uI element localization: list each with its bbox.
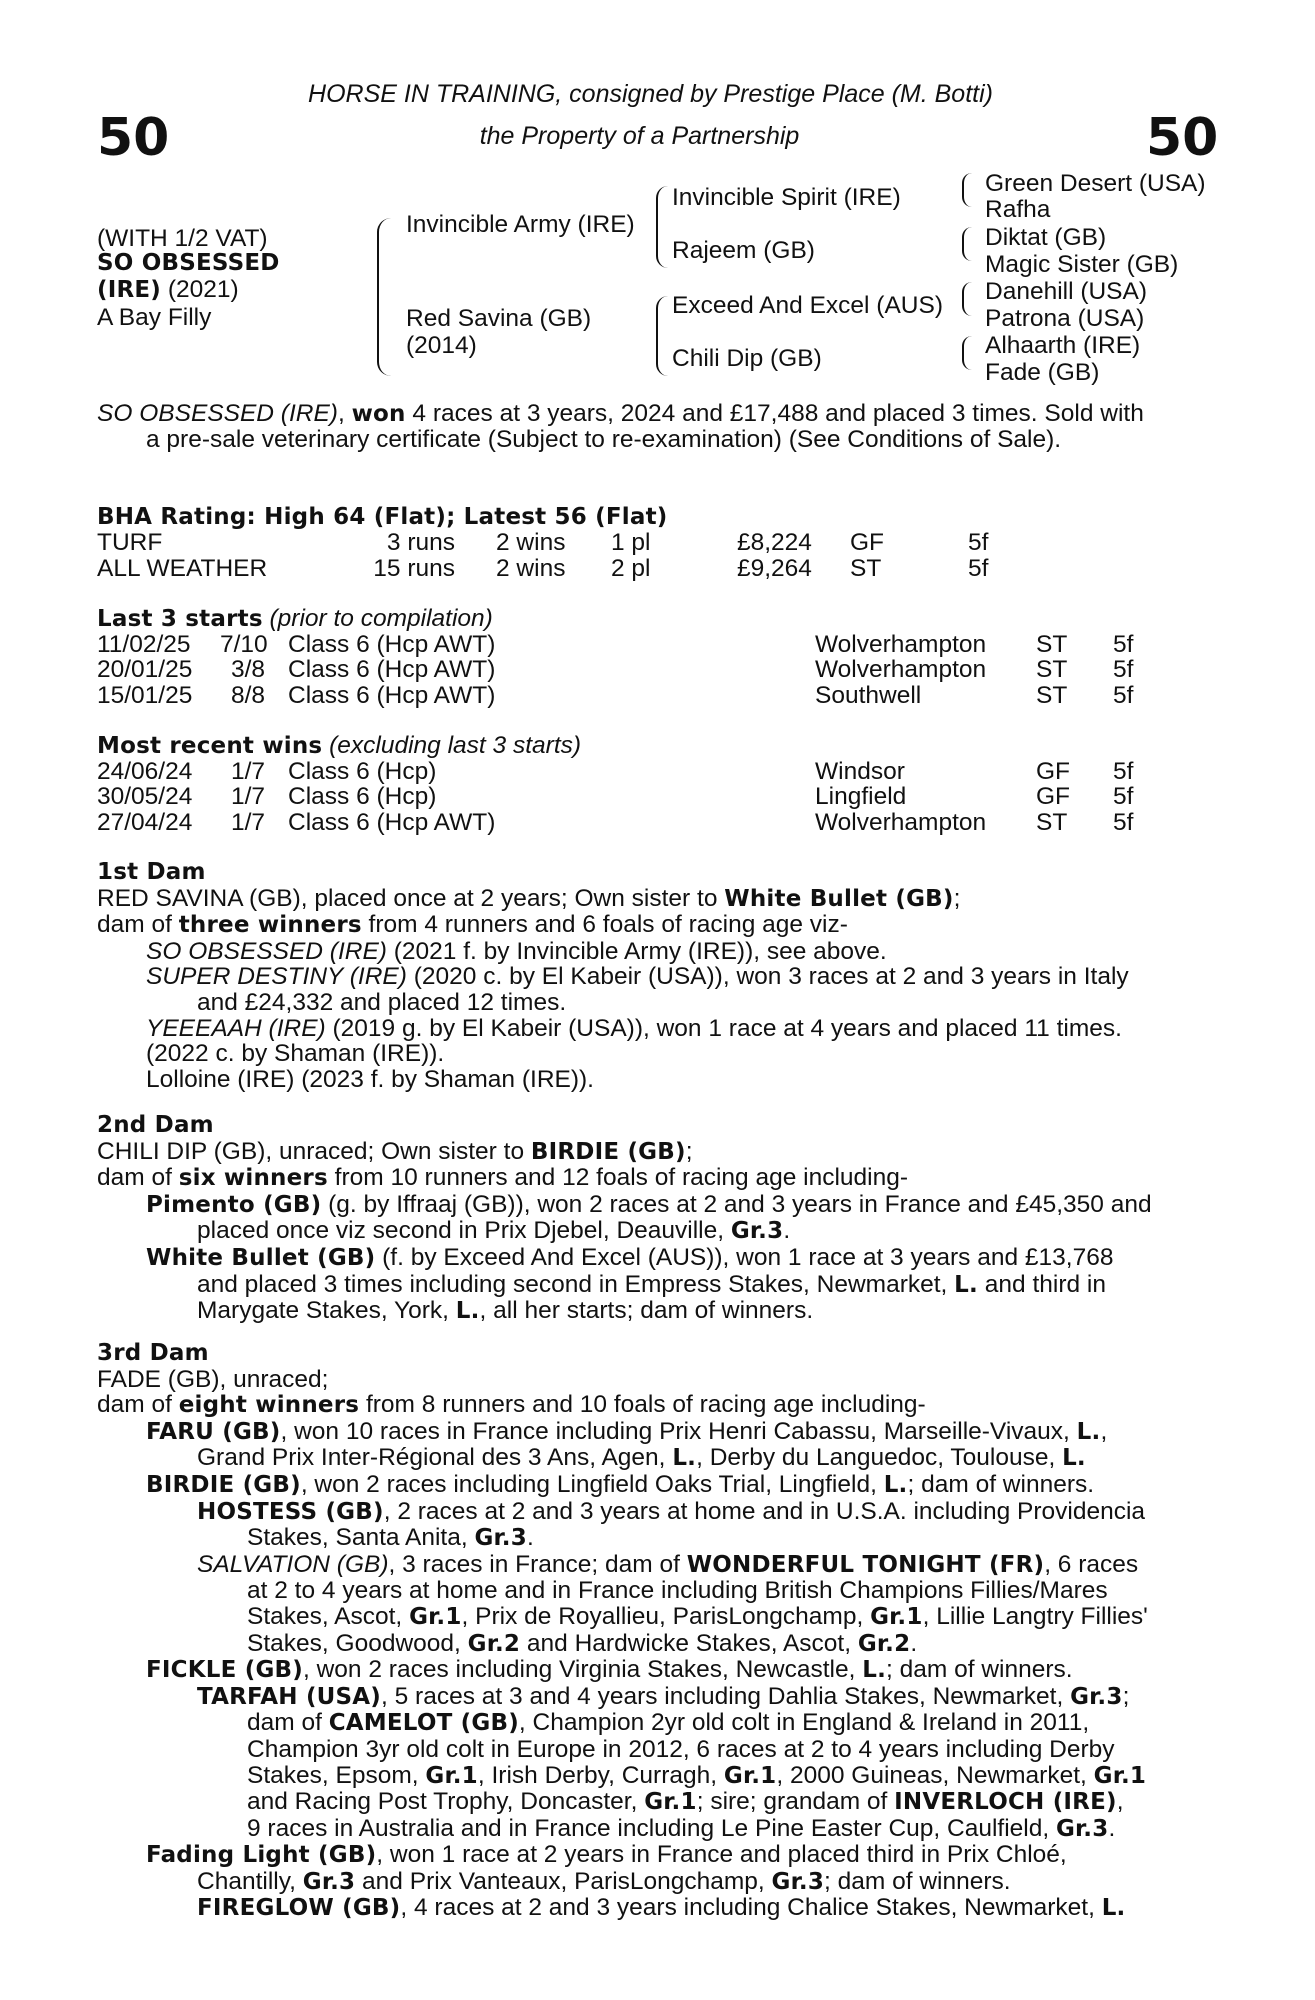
pedigree-g1: Green Desert (USA) [985, 170, 1206, 197]
second-dam-text: dam of [97, 1164, 179, 1192]
produce-text: , 2000 Guineas, Newmarket, [776, 1761, 1094, 1789]
bha-rating-title: BHA Rating: High 64 (Flat); Latest 56 (Flat) [97, 504, 668, 530]
race-position: 3/8 [230, 656, 265, 683]
race-date: 27/04/24 [97, 809, 193, 836]
rating-wins: 2 wins [496, 529, 566, 556]
produce-text: , 5 races at 3 and 4 years including Dahlia Stakes, Newmarket, [381, 1682, 1071, 1710]
produce-line: Champion 3yr old colt in Europe in 2012, 6 races at 2 to 4 years including Derby [247, 1735, 1115, 1763]
rating-wins: 2 wins [496, 555, 566, 582]
rating-placed: 2 pl [611, 555, 651, 582]
first-dam-winners: three winners [178, 912, 362, 939]
first-dam-section [97, 860, 1197, 1092]
produce-line [97, 1816, 1197, 1843]
race-going: ST [1036, 682, 1068, 709]
grade: L. [1062, 1445, 1086, 1472]
produce-name: INVERLOCH (IRE) [894, 1789, 1117, 1816]
grade: Gr.3 [771, 1868, 825, 1895]
rating-prize: £8,224 [737, 529, 812, 556]
second-dam-section [97, 1113, 1197, 1325]
horse-description: A Bay Filly [97, 304, 212, 331]
race-date: 30/05/24 [97, 783, 193, 810]
produce-line [97, 1499, 1197, 1526]
race-distance: 5f [1113, 809, 1134, 836]
recent-wins-note: (excluding last 3 starts) [322, 732, 582, 759]
produce-text: and third in [977, 1270, 1106, 1298]
pedigree-sire-dam: Rajeem (GB) [672, 237, 815, 264]
pedigree-dam-sire: Exceed And Excel (AUS) [672, 292, 943, 319]
grade: L. [1076, 1418, 1101, 1445]
rating-surface: TURF [97, 529, 163, 556]
summary-line2: a pre-sale veterinary certificate (Subject to re-examination) (See Conditions of Sale). [146, 426, 1062, 453]
produce-line [97, 1218, 1197, 1245]
race-course: Southwell [815, 682, 922, 709]
produce-line [97, 1245, 1197, 1272]
pedigree-brace-dam [656, 296, 668, 376]
race-course: Wolverhampton [815, 809, 987, 836]
property-line: the Property of a Partnership [479, 122, 800, 150]
pedigree-brace-sire [656, 186, 668, 268]
produce-text: Chantilly, [197, 1867, 303, 1895]
third-dam-title: 3rd Dam [97, 1340, 209, 1366]
summary-line1: SO OBSESSED (IRE), won 4 races at 3 years, 2024 and £17,488 and placed 3 times. Sold with [97, 400, 1144, 427]
summary-won: won [351, 401, 406, 427]
race-distance: 5f [1113, 631, 1134, 658]
produce-text: , 2 races at 2 and 3 years at home and in U.S.A. including Providencia [383, 1497, 1146, 1525]
race-date: 24/06/24 [97, 758, 193, 785]
produce-text: placed once viz second in Prix Djebel, Deauville, [197, 1217, 731, 1245]
produce-text: (2019 g. by El Kabeir (USA)), won 1 race at 4 years and placed 11 times. [325, 1014, 1122, 1042]
pedigree-g8: Fade (GB) [985, 359, 1100, 386]
recent-win-row [97, 784, 1197, 810]
produce-text: and Prix Vanteaux, ParisLongchamp, [355, 1867, 772, 1895]
race-course: Wolverhampton [815, 631, 987, 658]
horse-name: SO OBSESSED [97, 250, 280, 276]
first-dam-text: RED SAVINA (GB), placed once at 2 years; Own sister to [97, 884, 725, 912]
grade: Gr.3 [1070, 1683, 1123, 1710]
rating-runs: 3 runs [386, 529, 455, 556]
produce-text: , won 10 races in France including Prix Henri Cabassu, Marseille-Vivaux, [280, 1417, 1077, 1445]
produce-name: FICKLE (GB) [146, 1657, 303, 1684]
horse-name-line2 [97, 277, 239, 304]
second-dam-line [97, 1165, 1197, 1192]
last3-row [97, 632, 1197, 658]
grade: Gr.1 [425, 1762, 478, 1789]
produce-text: , 6 races [1044, 1550, 1139, 1578]
race-date: 11/02/25 [97, 631, 191, 658]
produce-line [97, 1419, 1197, 1446]
produce-text: ; dam of winners. [886, 1656, 1073, 1684]
first-dam-sister: White Bullet (GB) [724, 885, 954, 912]
pedigree-brace-g3 [962, 282, 972, 316]
last3-title: Last 3 starts [97, 606, 263, 632]
third-dam-line: FADE (GB), unraced; [97, 1365, 329, 1393]
produce-text: , 4 races at 2 and 3 years including Chalice Stakes, Newmarket, [400, 1894, 1102, 1922]
summary-horse-name: SO OBSESSED (IRE) [97, 400, 338, 427]
punct: , [1116, 1788, 1124, 1816]
grade: Gr.1 [723, 1762, 777, 1789]
produce-line [97, 1445, 1197, 1472]
produce-text: ; dam of winners. [907, 1470, 1095, 1498]
produce-line [97, 1710, 1197, 1737]
produce-line [97, 964, 1197, 990]
third-dam-line [97, 1392, 1197, 1419]
grade: Gr.1 [870, 1603, 923, 1630]
punct: . [1108, 1814, 1116, 1842]
produce-text: Grand Prix Inter-Régional des 3 Ans, Agen, [197, 1444, 673, 1472]
race-going: GF [1036, 758, 1071, 785]
produce-line [97, 1192, 1197, 1219]
recent-wins-title: Most recent wins [97, 733, 323, 759]
produce-text: , won 2 races including Virginia Stakes, Newcastle, [302, 1656, 863, 1684]
produce-line [97, 1016, 1197, 1042]
rating-row [97, 530, 1197, 556]
rating-prize: £9,264 [737, 555, 812, 582]
produce-name: SALVATION (GB) [197, 1550, 389, 1578]
race-class: Class 6 (Hcp) [288, 758, 437, 785]
produce-name: CAMELOT (GB) [328, 1710, 519, 1737]
produce-text: (2020 c. by El Kabeir (USA)), won 3 races at 2 and 3 years in Italy [406, 963, 1129, 991]
race-going: ST [1036, 631, 1068, 658]
punct: . [526, 1524, 534, 1552]
produce-text: and Hardwicke Stakes, Ascot, [520, 1629, 858, 1657]
vat-note: (WITH 1/2 VAT) [97, 225, 268, 252]
produce-text: , Champion 2yr old colt in England & Ireland in 2011, [518, 1709, 1090, 1737]
rating-runs: 15 runs [373, 555, 455, 582]
produce-text: ; dam of winners. [824, 1867, 1011, 1895]
produce-text: , Derby du Languedoc, Toulouse, [696, 1444, 1063, 1472]
rating-distance: 5f [968, 529, 989, 556]
produce-line: Lolloine (IRE) (2023 f. by Shaman (IRE)). [146, 1065, 594, 1093]
third-dam-text: dam of [97, 1391, 179, 1419]
produce-name: SUPER DESTINY (IRE) [146, 963, 407, 991]
pedigree-dam: Red Savina (GB) [406, 305, 592, 332]
second-dam-title: 2nd Dam [97, 1112, 214, 1138]
race-date: 15/01/25 [97, 682, 193, 709]
punct: , [1100, 1417, 1108, 1445]
grade: Gr.1 [644, 1789, 697, 1816]
produce-line: at 2 to 4 years at home and in France including British Champions Fillies/Mares [247, 1577, 1108, 1605]
last3-heading [97, 606, 493, 633]
punct: . [783, 1217, 791, 1245]
produce-text: and Racing Post Trophy, Doncaster, [247, 1788, 645, 1816]
race-position: 7/10 [220, 631, 268, 658]
pedigree-brace-g2 [962, 227, 972, 261]
produce-name: Fading Light (GB) [146, 1842, 377, 1869]
last3-row [97, 683, 1197, 709]
race-going: ST [1036, 809, 1068, 836]
first-dam-line [97, 912, 1197, 939]
second-dam-text: from 10 runners and 12 foals of racing age including- [327, 1164, 909, 1192]
race-going: GF [1036, 783, 1071, 810]
produce-name: BIRDIE (GB) [146, 1471, 301, 1498]
produce-line [97, 1604, 1197, 1631]
pedigree-g3: Diktat (GB) [985, 224, 1107, 251]
pedigree-brace-g4 [962, 336, 972, 370]
pedigree-dam-dam: Chili Dip (GB) [672, 345, 822, 372]
race-going: ST [1036, 656, 1068, 683]
recent-wins-heading [97, 733, 581, 760]
race-class: Class 6 (Hcp AWT) [288, 682, 496, 709]
punct: ; [685, 1137, 693, 1165]
first-dam-line [97, 886, 1197, 913]
produce-text: , Lillie Langtry Fillies' [922, 1602, 1148, 1630]
produce-name: WONDERFUL TONIGHT (FR) [686, 1551, 1045, 1578]
produce-text: , won 1 race at 2 years in France and placed third in Prix Chloé, [376, 1841, 1067, 1869]
produce-text: Stakes, Santa Anita, [247, 1524, 475, 1552]
race-course: Windsor [815, 758, 905, 785]
race-class: Class 6 (Hcp) [288, 783, 437, 810]
produce-name: Pimento (GB) [146, 1191, 322, 1218]
grade: Gr.3 [730, 1218, 784, 1245]
produce-text: Stakes, Ascot, [247, 1602, 410, 1630]
pedigree-brace-g1 [962, 173, 972, 207]
pedigree-sire: Invincible Army (IRE) [406, 211, 635, 238]
produce-text: Marygate Stakes, York, [197, 1297, 456, 1325]
grade: L. [455, 1298, 480, 1325]
grade: Gr.3 [302, 1868, 356, 1895]
race-course: Wolverhampton [815, 656, 987, 683]
recent-win-row [97, 810, 1197, 836]
produce-line [97, 1763, 1197, 1790]
produce-text: Stakes, Epsom, [247, 1761, 426, 1789]
race-class: Class 6 (Hcp AWT) [288, 631, 496, 658]
horse-country: (IRE) [97, 277, 162, 303]
third-dam-text: from 8 runners and 10 foals of racing age including- [359, 1391, 926, 1419]
produce-name: FARU (GB) [146, 1418, 281, 1445]
pedigree-g2: Rafha [985, 196, 1051, 223]
produce-name: YEEEAAH (IRE) [146, 1014, 326, 1042]
race-position: 1/7 [230, 758, 265, 785]
first-dam-text: dam of [97, 911, 179, 939]
produce-line [97, 1684, 1197, 1711]
race-course: Lingfield [815, 783, 907, 810]
pedigree-g6: Patrona (USA) [985, 305, 1145, 332]
produce-line [97, 1895, 1197, 1922]
grade: L. [1101, 1895, 1126, 1922]
produce-line [97, 1789, 1197, 1816]
race-position: 1/7 [230, 809, 265, 836]
pedigree-g5: Danehill (USA) [985, 278, 1148, 305]
punct: ; [1122, 1682, 1130, 1710]
third-dam-section [97, 1341, 1197, 1922]
produce-name: White Bullet (GB) [146, 1244, 376, 1271]
summary-text: 4 races at 3 years, 2024 and £17,488 and placed 3 times. Sold with [405, 400, 1144, 427]
produce-line [97, 939, 1197, 965]
horse-year: (2021) [161, 276, 239, 303]
produce-text: , Irish Derby, Curragh, [477, 1761, 724, 1789]
produce-text: (2021 f. by Invincible Army (IRE)), see above. [386, 937, 887, 965]
pedigree-sire-sire: Invincible Spirit (IRE) [672, 184, 901, 211]
produce-line [97, 1525, 1197, 1552]
produce-text: , won 2 races including Lingfield Oaks Trial, Lingfield, [300, 1470, 884, 1498]
pedigree-brace-main [377, 218, 391, 376]
produce-text: Stakes, Goodwood, [247, 1629, 468, 1657]
lot-number-right: 50 [1146, 108, 1219, 168]
second-dam-line [97, 1139, 1197, 1166]
rating-surface: ALL WEATHER [97, 555, 268, 582]
produce-line [97, 1869, 1197, 1896]
produce-text: (g. by Iffraaj (GB)), won 2 races at 2 and 3 years in France and £45,350 and [321, 1190, 1152, 1218]
race-position: 1/7 [230, 783, 265, 810]
race-position: 8/8 [230, 682, 265, 709]
grade: L. [883, 1471, 908, 1498]
produce-name: SO OBSESSED (IRE) [146, 937, 387, 965]
pedigree-g7: Alhaarth (IRE) [985, 332, 1141, 359]
produce-line [97, 1842, 1197, 1869]
race-distance: 5f [1113, 783, 1134, 810]
rating-going: GF [850, 529, 885, 556]
grade: L. [954, 1271, 978, 1298]
race-distance: 5f [1113, 758, 1134, 785]
consignment-line: HORSE IN TRAINING, consigned by Prestige Place (M. Botti) [308, 80, 993, 108]
produce-text: , Prix de Royallieu, ParisLongchamp, [461, 1602, 871, 1630]
produce-line: and £24,332 and placed 12 times. [197, 988, 567, 1016]
pedigree-g4: Magic Sister (GB) [985, 251, 1179, 278]
produce-text: , all her starts; dam of winners. [479, 1297, 814, 1325]
produce-line [97, 1472, 1197, 1499]
recent-win-row [97, 759, 1197, 785]
produce-name: HOSTESS (GB) [197, 1498, 384, 1525]
grade: L. [862, 1657, 887, 1684]
last3-row [97, 657, 1197, 683]
second-dam-winners: six winners [178, 1165, 328, 1192]
rating-placed: 1 pl [611, 529, 651, 556]
produce-name: FIREGLOW (GB) [197, 1895, 401, 1922]
grade: Gr.3 [474, 1525, 527, 1552]
grade: L. [672, 1445, 697, 1472]
grade: Gr.2 [467, 1630, 521, 1657]
race-class: Class 6 (Hcp AWT) [288, 656, 496, 683]
produce-line [97, 1272, 1197, 1299]
rating-row [97, 556, 1197, 582]
race-distance: 5f [1113, 682, 1134, 709]
grade: Gr.3 [1055, 1815, 1109, 1842]
race-date: 20/01/25 [97, 656, 193, 683]
punct: ; [953, 884, 961, 912]
produce-text: , 3 races in France; dam of [388, 1550, 687, 1578]
race-class: Class 6 (Hcp AWT) [288, 809, 496, 836]
last3-note: (prior to compilation) [262, 605, 493, 632]
produce-line: (2022 c. by Shaman (IRE)). [146, 1040, 445, 1068]
produce-name: TARFAH (USA) [197, 1683, 382, 1710]
punct: . [910, 1629, 918, 1657]
produce-line [97, 1552, 1197, 1579]
produce-line [97, 1631, 1197, 1658]
pedigree-dam-year: (2014) [406, 332, 477, 359]
rating-distance: 5f [968, 555, 989, 582]
produce-text: ; sire; grandam of [696, 1788, 895, 1816]
produce-line [97, 1298, 1197, 1325]
produce-text: (f. by Exceed And Excel (AUS)), won 1 race at 3 years and £13,768 [375, 1243, 1114, 1271]
grade: Gr.2 [857, 1630, 911, 1657]
race-distance: 5f [1113, 656, 1134, 683]
produce-text: 9 races in Australia and in France including Le Pine Easter Cup, Caulfield, [247, 1814, 1056, 1842]
first-dam-title: 1st Dam [97, 859, 206, 885]
first-dam-text: from 4 runners and 6 foals of racing age viz- [361, 911, 848, 939]
third-dam-winners: eight winners [178, 1392, 360, 1419]
grade: Gr.1 [1093, 1762, 1147, 1789]
rating-going: ST [850, 555, 882, 582]
lot-number-left: 50 [97, 108, 170, 168]
produce-text: dam of [247, 1709, 329, 1737]
produce-line [97, 1657, 1197, 1684]
second-dam-sister: BIRDIE (GB) [530, 1138, 686, 1165]
produce-text: and placed 3 times including second in Empress Stakes, Newmarket, [197, 1270, 955, 1298]
second-dam-text: CHILI DIP (GB), unraced; Own sister to [97, 1137, 531, 1165]
grade: Gr.1 [409, 1603, 462, 1630]
